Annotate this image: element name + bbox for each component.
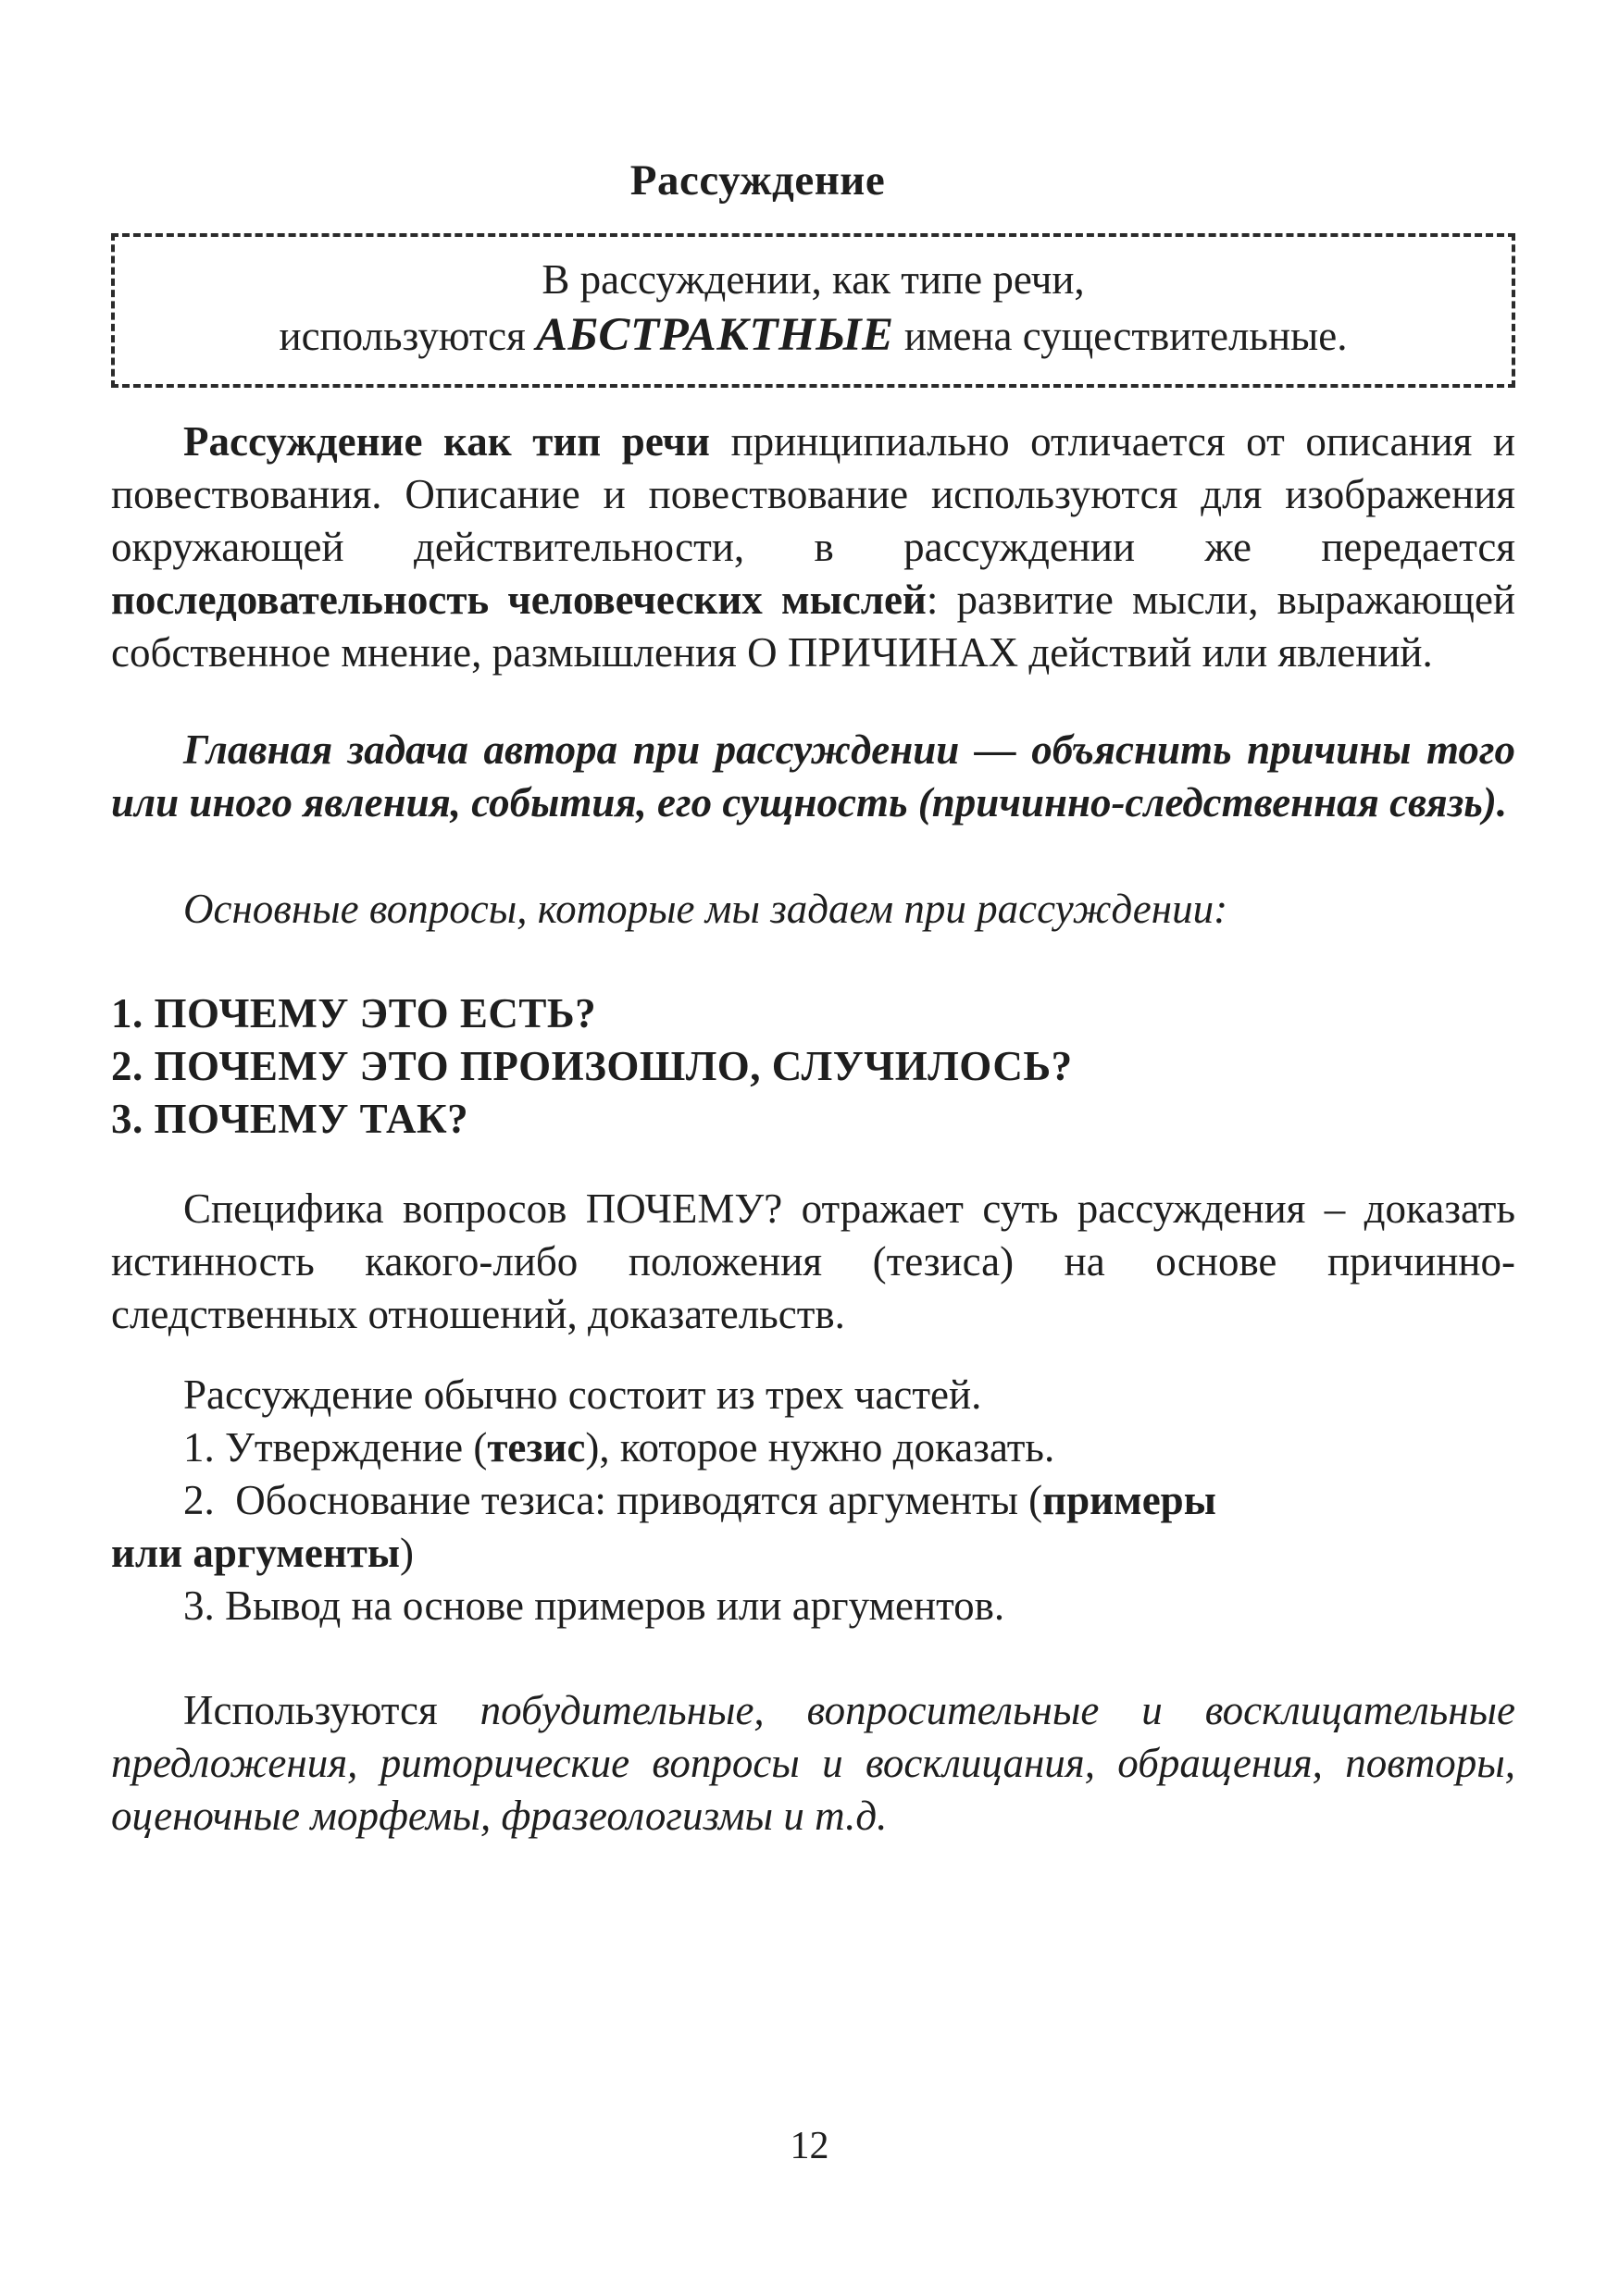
paragraph-author-task: Главная задача автора при рассуждении — объяснить причины того или иного явления, события, его сущность (причинно-следственная связь). [111, 726, 1515, 825]
intro-text-1: принципиально отличается от описания и повествования. Описание и повествование используются для изображения окружающей действительности, в рассуждении же передается [111, 418, 1516, 570]
paragraph-questions-intro: Основные вопросы, которые мы задаем при рассуждении: [183, 886, 1228, 932]
paragraph-specifics: Специфика вопросов ПОЧЕМУ? отражает суть рассуждения – доказать истинность какого-либо положения (тезиса) на основе причинно-следственных отношений, доказательств. [111, 1185, 1515, 1337]
structure-intro: Рассуждение обычно состоит из трех частей. [183, 1371, 982, 1418]
questions-list [111, 987, 1515, 1146]
callout-emphasis: АБСТРАКТНЫЕ [536, 309, 894, 361]
intro-bold-sequence: последовательность человеческих мыслей [111, 577, 927, 623]
text-column [111, 155, 1515, 1843]
callout-line-1: В рассуждении, как типе речи, [542, 256, 1085, 303]
paragraph-language-means [111, 1684, 1515, 1843]
structure-item-3: 3. Вывод на основе примеров или аргументов. [183, 1582, 1005, 1629]
question-item-3: 3. ПОЧЕМУ ТАК? [111, 1096, 469, 1142]
callout-line-2 [137, 307, 1489, 364]
intro-bold-lead: Рассуждение как тип речи [183, 418, 710, 465]
callout-line2-pre: используются [279, 313, 537, 359]
structure-item1-bold: тезис [487, 1424, 586, 1471]
structure-item-1 [111, 1421, 1515, 1474]
paragraph-intro [111, 416, 1515, 679]
structure-item1-post: ), которое нужно доказать. [585, 1424, 1055, 1471]
callout-line2-post: имена существительные. [893, 313, 1348, 359]
intro-text-2: : развитие мысли, выражающей собственное мнение, размышления О ПРИЧИНАХ действий или явлений. [111, 577, 1516, 676]
question-item-2: 2. ПОЧЕМУ ЭТО ПРОИЗОШЛО, СЛУЧИЛОСЬ? [111, 1043, 1073, 1089]
structure-item1-pre: 1. Утверждение ( [183, 1424, 488, 1471]
callout-box [111, 233, 1515, 388]
language-pre: Используются [183, 1687, 480, 1733]
question-item-1: 1. ПОЧЕМУ ЭТО ЕСТЬ? [111, 990, 597, 1036]
structure-item2-bold-1: примеры [1042, 1477, 1216, 1523]
structure-section [111, 1369, 1515, 1632]
structure-item2-bold-2: или аргументы [111, 1530, 401, 1576]
language-italic: побудительные, вопросительные и восклицательные предложения, риторические вопросы и восклицания, обращения, повторы, оценочные морфемы, фразеологизмы и т.д. [111, 1687, 1515, 1839]
structure-item-2 [111, 1474, 1515, 1580]
structure-item2-pre: 2. Обоснование тезиса: приводятся аргументы ( [183, 1477, 1043, 1523]
page-title: Рассуждение [629, 156, 886, 205]
page-number: 12 [790, 2125, 829, 2167]
structure-item2-post: ) [400, 1530, 415, 1576]
